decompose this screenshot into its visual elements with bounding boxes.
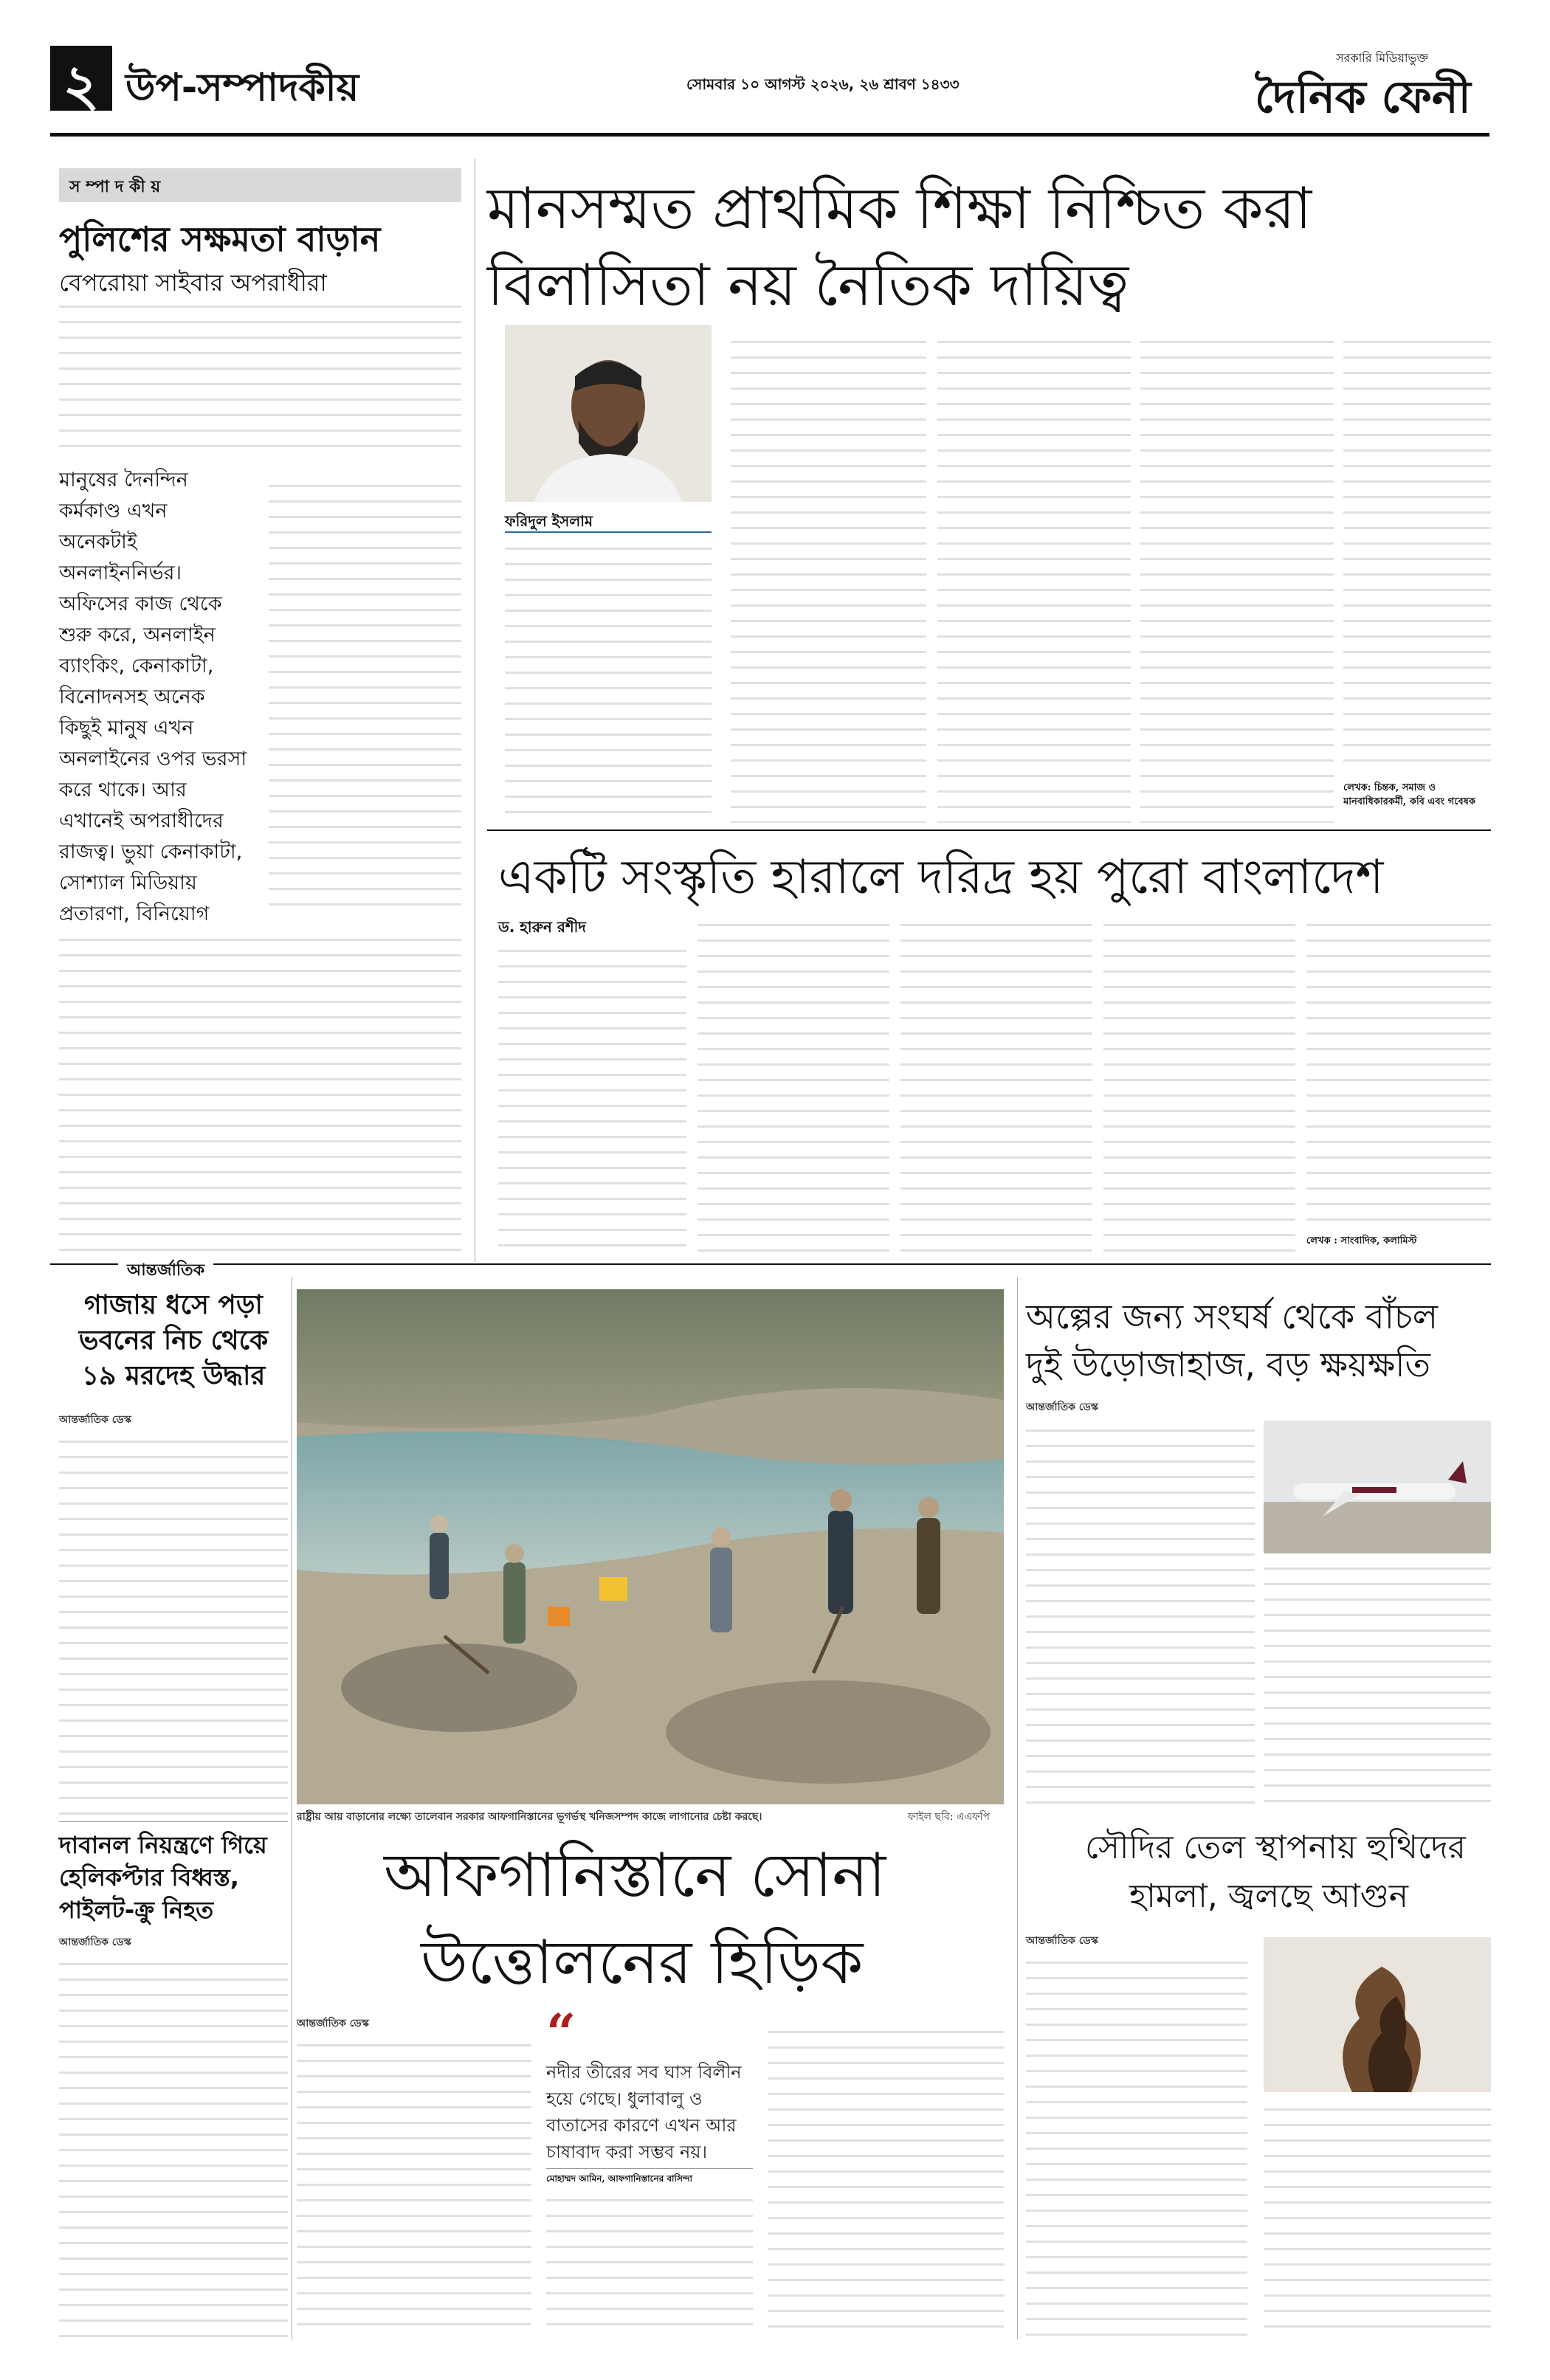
heli-headline: দাবানল নিয়ন্ত্রণে গিয়ে হেলিকপ্টার বিধ্বস্ত, পাইলট-ক্রু নিহত [59, 1831, 267, 1924]
main-headline-line1: মানসম্মত প্রাথমিক শিক্ষা নিশ্চিত করা [487, 176, 1312, 242]
section-title: উপ-সম্পাদকীয় [125, 66, 359, 110]
main-col3 [937, 332, 1131, 823]
plane-photo [1264, 1421, 1491, 1553]
airport-scene [1264, 1421, 1491, 1553]
paper-logo: দৈনিক ফেনী [1255, 72, 1471, 123]
author-rule [505, 531, 712, 533]
quote-attribution: মোহাম্মদ আমিন, আফগানিস্তানের বাসিন্দা [546, 2173, 693, 2184]
author-portrait [505, 325, 712, 502]
plane-headline-line1: অল্পের জন্য সংঘর্ষ থেকে বাঁচল [1026, 1297, 1439, 1336]
gaza-desk: আন্তর্জাতিক ডেস্ক [59, 1414, 131, 1426]
culture-col5 [1306, 915, 1491, 1225]
plane-col2 [1264, 1559, 1491, 1804]
main-col2 [731, 332, 926, 823]
issue-date: সোমবার ১০ আগস্ট ২০২৬, ২৬ শ্রাবণ ১৪৩৩ [686, 75, 960, 93]
afghan-headline-line2: উত্তোলনের হিড়িক [421, 1928, 864, 1998]
main-author-note: লেখক: চিন্তক, সমাজ ও মানবাধিকারকর্মী, কবি এবং গবেষক [1343, 782, 1475, 807]
culture-author: ড. হারুন রশীদ [498, 918, 586, 936]
main-bottom-rule [487, 829, 1491, 831]
plane-desk: আন্তর্জাতিক ডেস্ক [1026, 1401, 1098, 1413]
main-col5 [1343, 332, 1491, 775]
heli-body [59, 1954, 288, 2338]
main-author: ফরিদুল ইসলাম [505, 512, 593, 530]
gaza-rule [59, 1821, 288, 1822]
afghan-col3 [768, 2022, 1004, 2338]
saudi-headline-line2: হামলা, জ্বলছে আগুন [1129, 1877, 1409, 1915]
quote-rule [546, 2168, 753, 2169]
intl-label: আন্তর্জাতিক [118, 1258, 213, 1285]
gold-mining-photo [297, 1289, 1004, 1804]
intl-rule [50, 1263, 1491, 1265]
plane-headline-line2: দুই উড়োজাহাজ, বড় ক্ষয়ক্ষতি [1026, 1345, 1430, 1384]
plane-col1 [1026, 1421, 1255, 1804]
editorial-body-top [59, 297, 461, 459]
main-col1 [505, 539, 712, 823]
editorial-headline: পুলিশের সক্ষমতা বাড়ান [59, 219, 381, 259]
saudi-col2 [1264, 2100, 1491, 2338]
editorial-body-right [269, 476, 461, 919]
culture-col4 [1103, 915, 1295, 1255]
photo-credit: ফাইল ছবি: এএফপি [908, 1811, 990, 1823]
gold-mining-scene [297, 1289, 1004, 1804]
afghan-col1 [297, 2035, 531, 2338]
tagline: সরকারি মিডিয়াভুক্ত [1336, 51, 1429, 65]
afghan-col2 [546, 2190, 753, 2338]
saudi-col1 [1026, 1953, 1247, 2338]
afghan-headline-line1: আফগানিস্তানে সোনা [384, 1841, 886, 1911]
afghan-desk: আন্তর্জাতিক ডেস্ক [297, 2018, 369, 2029]
author-photo [505, 325, 712, 502]
main-col4 [1140, 332, 1334, 823]
culture-col1 [498, 941, 686, 1255]
saudi-desk: আন্তর্জাতিক ডেস্ক [1026, 1935, 1098, 1947]
editorial-pullquote: মানুষের দৈনন্দিন কর্মকাণ্ড এখন অনেকটাই অনলাইননির্ভর। অফিসের কাজ থেকে শুরু করে, অনলাইন ব্যাংকিং, কেনাকাটা, বিনোদনসহ অনেক কিছুই মানুষ এখন অনলাইনের ওপর ভরসা করে থাকে। আর এখানেই অপরাধীদের রাজত্ব। ভুয়া কেনাকাটা, সোশ্যাল মিডিয়ায় প্রতারণা, বিনিয়োগ [59, 469, 247, 925]
culture-col3 [900, 915, 1092, 1255]
editorial-subhead: বেপরোয়া সাইবার অপরাধীরা [59, 269, 327, 297]
main-headline-line2: বিলাসিতা নয় নৈতিক দায়িত্ব [487, 252, 1129, 319]
culture-headline: একটি সংস্কৃতি হারালে দরিদ্র হয় পুরো বাংলাদেশ [498, 850, 1384, 905]
afghan-quote: নদীর তীরের সব ঘাস বিলীন হয়ে গেছে। ধুলাবালু ও বাতাসের কারণে এখন আর চাষাবাদ করা সম্ভব নয়। [546, 2062, 742, 2162]
masthead-rule [50, 133, 1489, 137]
photo-caption: রাষ্ট্রীয় আয় বাড়ানোর লক্ষ্যে তালেবান সরকার আফগানিস্তানের ভূগর্ভস্থ খনিজসম্পদ কাজে লাগানোর চেষ্টা করছে। [297, 1811, 762, 1823]
culture-col2 [698, 915, 889, 1255]
gaza-body [59, 1432, 288, 1815]
editorial-body-bottom [59, 930, 461, 1258]
heli-desk: আন্তর্জাতিক ডেস্ক [59, 1936, 131, 1948]
saudi-headline-line1: সৌদির তেল স্থাপনায় হুথিদের [1085, 1829, 1466, 1866]
page-number: ২ [63, 52, 100, 118]
fire-photo [1264, 1937, 1491, 2092]
quote-mark-icon: “ [546, 2002, 576, 2063]
smoke-scene [1264, 1937, 1491, 2092]
column-rule-3 [1017, 1277, 1018, 2339]
editorial-label: স ম্পা দ কী য় [59, 168, 461, 202]
gaza-headline: গাজায় ধসে পড়া ভবনের নিচ থেকে ১৯ মরদেহ উদ্ধার [78, 1290, 269, 1391]
culture-author-note: লেখক : সাংবাদিক, কলামিস্ট [1306, 1235, 1417, 1246]
